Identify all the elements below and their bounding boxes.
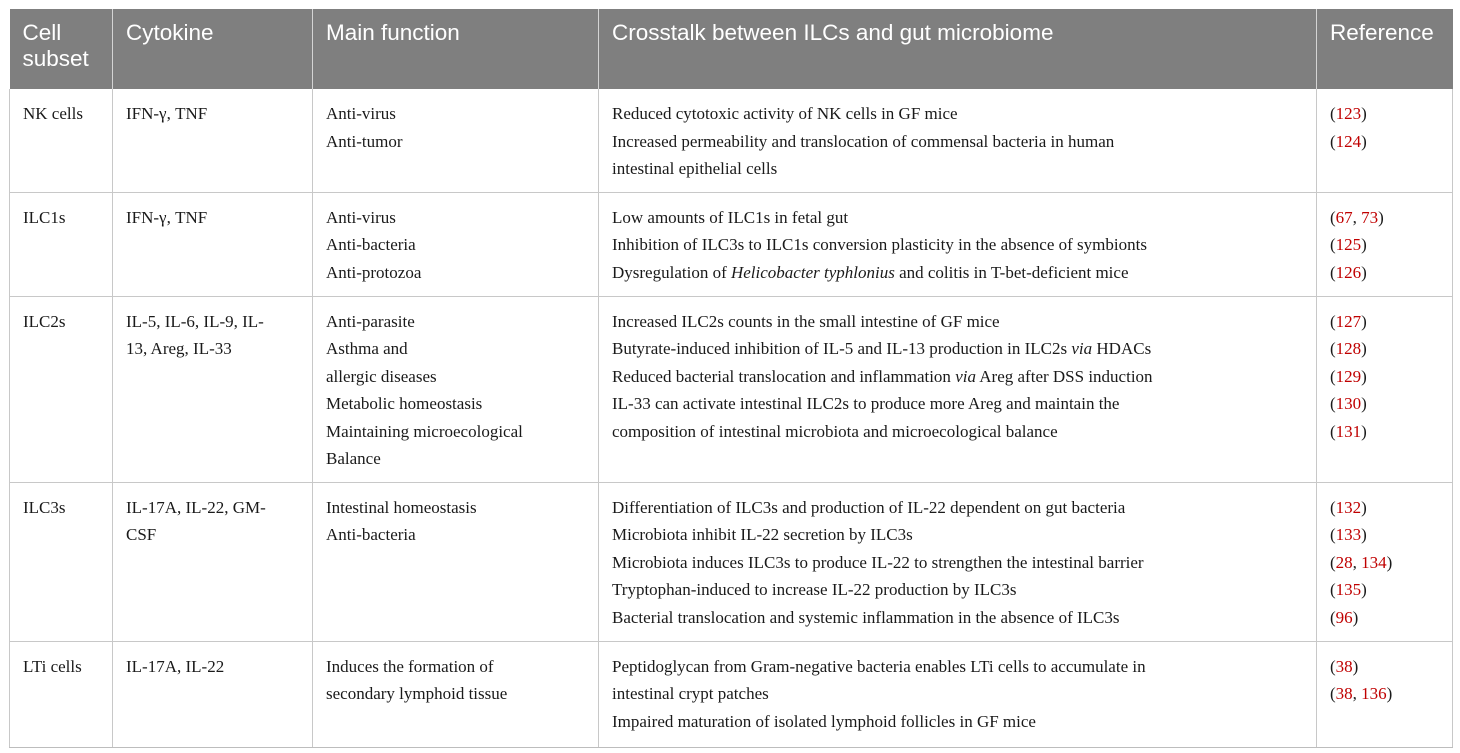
function-cell: Anti-virus Anti-tumor (313, 89, 599, 192)
cell-subset: ILC3s (10, 482, 113, 641)
reference-link[interactable]: 132 (1335, 497, 1362, 517)
reference-link[interactable]: 38 (1335, 656, 1353, 676)
header-main-function: Main function (313, 9, 599, 89)
reference-link[interactable]: 129 (1335, 366, 1362, 386)
cell-subset: LTi cells (10, 641, 113, 747)
table-row-nk-cells (10, 89, 1453, 192)
cell-subset: ILC1s (10, 192, 113, 296)
function-cell: Anti-parasite Asthma and allergic diseases Metabolic homeostasis Maintaining microecological Balance (313, 296, 599, 482)
header-cytokine: Cytokine (113, 9, 313, 89)
ilc-microbiome-table (9, 9, 1453, 748)
reference-cell: (38) (38, 136) (1317, 641, 1453, 747)
reference-link[interactable]: 130 (1335, 394, 1362, 414)
reference-link[interactable]: 96 (1335, 607, 1353, 627)
reference-link[interactable]: 125 (1335, 235, 1362, 255)
function-cell: Intestinal homeostasis Anti-bacteria (313, 482, 599, 641)
cytokine-cell: IL-17A, IL-22 (113, 641, 313, 747)
reference-link[interactable]: 133 (1335, 525, 1362, 545)
reference-link[interactable]: 126 (1335, 262, 1362, 282)
reference-link[interactable]: 131 (1335, 421, 1362, 441)
table-row-ilc1s (10, 192, 1453, 296)
reference-link[interactable]: 127 (1335, 311, 1362, 331)
reference-link[interactable]: 67 (1335, 207, 1353, 227)
reference-link[interactable]: 134 (1361, 552, 1387, 572)
cytokine-cell: IL-5, IL-6, IL-9, IL- 13, Areg, IL-33 (113, 296, 313, 482)
cytokine-cell: IL-17A, IL-22, GM- CSF (113, 482, 313, 641)
reference-link[interactable]: 128 (1335, 339, 1362, 359)
reference-link[interactable]: 123 (1335, 104, 1362, 123)
cell-subset: NK cells (10, 89, 113, 192)
crosstalk-cell: Low amounts of ILC1s in fetal gut Inhibition of ILC3s to ILC1s conversion plasticity in the absence of symbionts Dysregulation of Helicobacter typhlonius and colitis in T-bet-deficient mice (599, 192, 1317, 296)
table-row-lti-cells (10, 641, 1453, 747)
reference-link[interactable]: 135 (1335, 580, 1362, 600)
cytokine-cell: IFN-γ, TNF (113, 192, 313, 296)
reference-link[interactable]: 38 (1335, 684, 1353, 704)
header-reference: Reference (1317, 9, 1453, 89)
crosstalk-cell: Increased ILC2s counts in the small intestine of GF mice Butyrate-induced inhibition of IL-5 and IL-13 production in ILC2s via HDACs Reduced bacterial translocation and inflammation via Areg after DSS induction IL-33 can activate intestinal ILC2s to produce more Areg and maintain the composition of intestinal microbiota and microecological balance (599, 296, 1317, 482)
crosstalk-cell: Peptidoglycan from Gram-negative bacteria enables LTi cells to accumulate in intestinal crypt patches Impaired maturation of isolated lymphoid follicles in GF mice (599, 641, 1317, 747)
table-row-ilc3s (10, 482, 1453, 641)
reference-link[interactable]: 28 (1335, 552, 1353, 572)
reference-link[interactable]: 136 (1361, 684, 1387, 704)
reference-cell: (67, 73) (125) (126) (1317, 192, 1453, 296)
table-row-ilc2s (10, 296, 1453, 482)
cytokine-cell: IFN-γ, TNF (113, 89, 313, 192)
header-cell-subset: Cell subset (10, 9, 113, 89)
reference-cell: (127) (128) (129) (130) (131) (1317, 296, 1453, 482)
reference-link[interactable]: 73 (1361, 207, 1379, 227)
function-cell: Induces the formation of secondary lymphoid tissue (313, 641, 599, 747)
reference-cell: (132) (133) (28, 134) (135) (96) (1317, 482, 1453, 641)
function-cell: Anti-virus Anti-bacteria Anti-protozoa (313, 192, 599, 296)
crosstalk-cell: Reduced cytotoxic activity of NK cells in GF mice Increased permeability and translocation of commensal bacteria in human intestinal epithelial cells (599, 89, 1317, 192)
crosstalk-cell: Differentiation of ILC3s and production of IL-22 dependent on gut bacteria Microbiota inhibit IL-22 secretion by ILC3s Microbiota induces ILC3s to produce IL-22 to strengthen the intestinal barrier Tryptophan-induced to increase IL-22 production by ILC3s Bacterial translocation and systemic inflammation in the absence of ILC3s (599, 482, 1317, 641)
reference-cell: (123) (124) (1317, 89, 1453, 192)
header-row (10, 9, 1453, 89)
header-crosstalk: Crosstalk between ILCs and gut microbiome (599, 9, 1317, 89)
cell-subset: ILC2s (10, 296, 113, 482)
reference-link[interactable]: 124 (1335, 131, 1362, 151)
